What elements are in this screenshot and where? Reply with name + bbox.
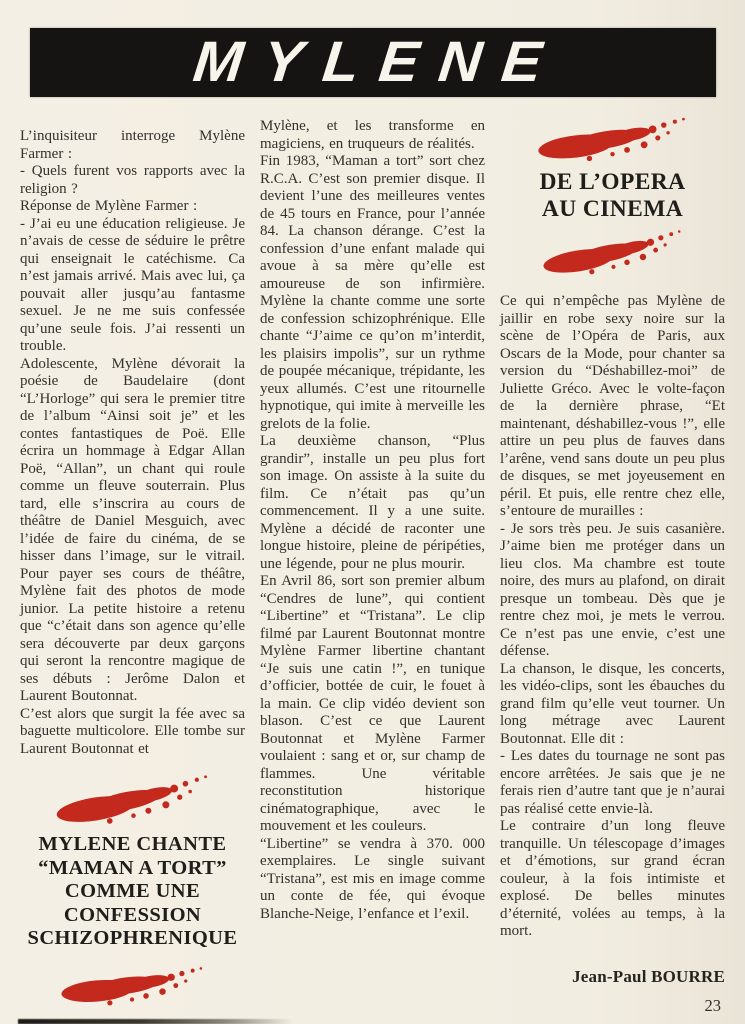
headline-line: COMME UNE <box>64 880 201 902</box>
section-headline-maman-a-tort <box>20 833 245 951</box>
page-number: 23 <box>704 995 721 1015</box>
headline-line: MYLENE CHANTE <box>38 833 227 855</box>
paragraph: Fin 1983, “Maman a tort” sort chez R.C.A. C’est son premier disque. Il devient l’une des meilleures ventes de 45 tours en France, pour l’année 84. La chanson dérange. C’est la confession d’une enfant malade qui avoue à sa mère qu’elle est amoureuse de son infirmière. Mylène la chante comme une sorte de confession schizophrénique. Elle chante “J’aime ce qu’on m’interdit, les plaisirs impolis”, sur un rythme de poupée mécanique, trépidante, les yeux allumés. C’est une ritournelle hypnotique, qui imite à merveille les grelots de la folie. <box>260 153 485 432</box>
headline-line: “MAMAN A TORT” <box>38 856 227 879</box>
column-2 <box>260 112 485 1016</box>
paint-splatter-icon <box>533 226 693 281</box>
headline-line: AU CINEMA <box>541 196 684 222</box>
paragraph: Ce qui n’empêche pas Mylène de jaillir en robe sexy noire sur la scène de l’Opéra de Paris, aux Oscars de la Mode, pour chanter sa version du “Déshabillez-moi” de Juliette Gréco. Avec le volte-façon de la dernière phrase, “Et maintenant, déshabillez-vous !”, elle attire un peu plus de fauves dans l’arêne, vend sans doute un peu plus de disques, se met joyeusement en péril. Et puis, elle rentre chez elle, s’entoure de murailles : <box>500 293 725 519</box>
headline-line: CONFESSION <box>63 903 202 926</box>
splatter-container <box>500 229 725 279</box>
masthead-title: MYLENE <box>190 30 565 94</box>
paragraph: L’inquisiteur interroge Mylène Farmer : <box>20 128 245 162</box>
paragraph: - Je sors très peu. Je suis casanière. J’aime bien me protéger dans un lieu clos. Ma chambre est toute noire, des murs au plafond, on dirait presque un tombeau. Dès que je rentre chez moi, je mets le verrou. Ce n’est pas une envie, c’est une défense. <box>500 520 725 659</box>
paragraph: Mylène, et les transforme en magiciens, en truqueurs de réalités. <box>260 118 485 152</box>
headline-line: DE L’OPERA <box>539 169 686 195</box>
paragraph: Réponse de Mylène Farmer : <box>20 198 198 214</box>
column-1 <box>20 112 245 1016</box>
paragraph: - J’ai eu une éducation religieuse. Je n’avais de cesse de séduire le prêtre qui enseignait le catéchisme. Ca n’est jamais arrivé. Mais avec lui, ça pouvait aller jusqu’au fantasme sexuel. Je ne me suis confessée qu’une seule fois. J’ai ressenti un trouble. <box>20 215 245 354</box>
paint-splatter-icon <box>54 958 211 1014</box>
paragraph: La deuxième chanson, “Plus grandir”, installe un peu plus fort son image. On assiste à la suite du film. Ce n’était pas qu’un commencement. Il y a une suite. Mylène a décidé de raconter une longue histoire, pleine de péripéties, une légende, pour ne plus mourir. <box>260 433 485 572</box>
paragraph: Le contraire d’un long fleuve tranquille. Un télescopage d’images et d’émotions, sur grand écran couleur, à la fois intimiste et explosé. De belles minutes d’éternité, volées au temps, à la mort. <box>500 818 725 939</box>
paragraph: La chanson, le disque, les concerts, les vidéo-clips, sont les ébauches du grand film qu’elle veut tourner. Un long métrage avec Laurent Boutonnat. Elle dit : <box>500 660 725 747</box>
paragraph: - Quels furent vos rapports avec la religion ? <box>20 163 245 197</box>
column-3-text <box>500 293 725 941</box>
paragraph: Adolescente, Mylène dévorait la poésie de Baudelaire (dont “L’Horloge” qui sera le premier titre de l’album “Ainsi soit je” et les contes fantastiques de Poë. Elle écrira un hommage à Edgar Allan Poë, “Allan”, un chant qui roule comme un fleuve souterrain. Plus tard, elle s’inscrira au cours de théâtre de Daniel Mesguich, avec l’idée de faire du cinéma, de se hisser dans l’image, sur le vitrail. Pour payer ses cours de théâtre, Mylène fait des photos de mode junior. La petite histoire a retenu que “c’était dans son agence qu’elle sera découverte par deux garçons qui seront la rencontre magique de ses débuts : Jerôme Dalon et Laurent Boutonnat. <box>20 355 245 704</box>
paint-splatter-icon <box>531 114 694 167</box>
article-body <box>20 112 727 1016</box>
paragraph: En Avril 86, sort son premier album “Cendres de lune”, qui contient “Libertine” et “Tristana”. Le clip filmé par Laurent Boutonnat montre Mylène Farmer libertine chantant “Je suis une catin !”, en tunique d’officier, bottée de cuir, le fouet à la main. Ce clip vidéo devient son blason. C’est ce que Laurent Boutonnat et Mylène Farmer voulaient : sang et or, sur champ de flammes. Une véritable reconstitution historique cinématographique, avec le mouvement et les couleurs. <box>260 573 485 834</box>
author-byline: Jean-Paul BOURRE <box>572 966 725 986</box>
column-3 <box>500 112 725 1016</box>
paint-splatter-icon <box>48 771 218 832</box>
masthead-banner <box>30 28 716 97</box>
splatter-container <box>20 774 245 829</box>
headline-line: SCHIZOPHRENIQUE <box>27 927 238 949</box>
paragraph: - Les dates du tournage ne sont pas encore arrêtées. Je sais que je ne ferais rien d’autre tant que je n’aurai pas réalisé cette envie-là. <box>500 748 725 817</box>
paragraph: “Libertine” se vendra à 370. 000 exemplaires. Le single suivant “Tristana”, est mis en image comme un conte de fée, qui évoque Blanche-Neige, l’enfance et l’exil. <box>260 835 485 922</box>
scan-edge-artifact <box>18 1019 293 1024</box>
paragraph: C’est alors que surgit la fée avec sa baguette multicolore. Elle tombe sur Laurent Boutonnat et <box>20 705 245 757</box>
splatter-container <box>500 114 725 167</box>
splatter-container <box>20 961 245 1012</box>
section-headline-opera-cinema <box>500 169 725 223</box>
